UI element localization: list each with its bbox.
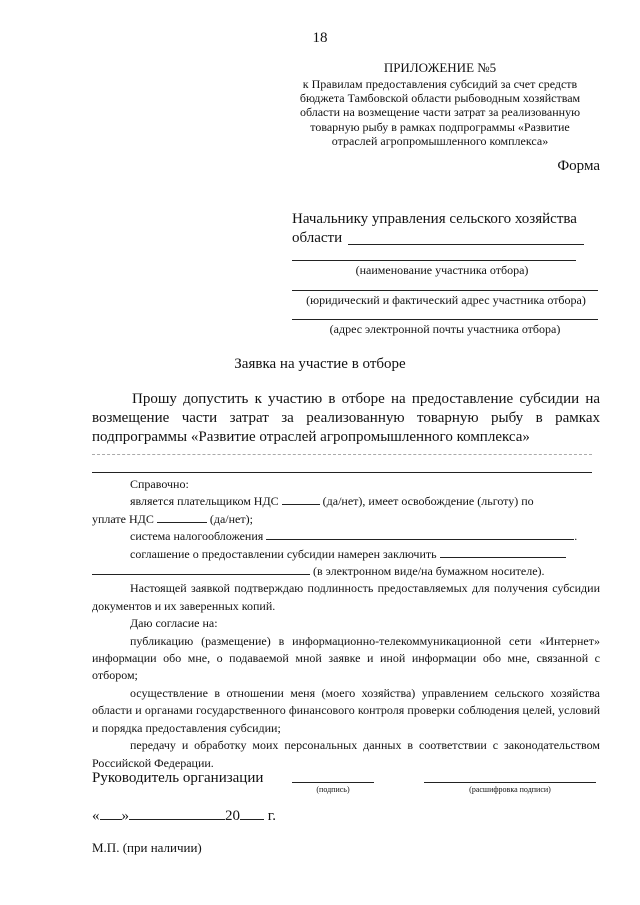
appendix-line: отраслей агропромышленного комплекса» (331, 133, 549, 148)
scan-artifact-line (92, 454, 592, 455)
appendix-line: товарную рыбу в рамках подпрограммы «Развитие (310, 119, 570, 134)
tax-system-field[interactable] (266, 528, 574, 540)
date-year-field[interactable] (240, 806, 264, 820)
reference-consent-2: осуществление в отношении меня (моего хозяйства) управлением сельского хозяйства области и органами государственного финансового контроля проверки соблюдения целей, условий и порядка предоставления субсидии; (92, 685, 600, 735)
agreement-tail: (в электронном виде/на бумажном носителе). (313, 564, 545, 579)
vat-text-a: является плательщиком НДС (130, 494, 279, 509)
reference-agreement (92, 546, 600, 563)
reference-vat (92, 493, 600, 510)
reference-consent-1: публикацию (размещение) в информационно-телекоммуникационной сети «Интернет» информации обо мне, о подаваемой мной заявке и иной информации обо мне, связанной с отбором; (92, 633, 600, 683)
date-year-suffix: г. (267, 808, 276, 824)
request-paragraph: Прошу допустить к участию в отборе на предоставление субсидии на возмещение части затрат за реализованную товарную рыбу в рамках подпрограммы «Развитие отраслей агропромышленного комплекса» (92, 391, 600, 445)
participant-address-field[interactable] (292, 290, 598, 291)
vat-text-d: (да/нет); (209, 511, 253, 526)
date-close-quote: » (121, 808, 129, 824)
signature-decode-field[interactable] (424, 782, 596, 783)
signature-caption: (подпись) (316, 785, 350, 794)
document-title: Заявка на участие в отборе (234, 356, 406, 372)
agreement-form-field[interactable] (440, 546, 566, 558)
vat-exemption-field[interactable] (157, 511, 207, 523)
reference-vat-cont (92, 511, 600, 528)
reference-tax: система налогообложения . (130, 529, 578, 544)
vat-text-b: (да/нет), имеет освобождение (льготу) по (322, 494, 534, 509)
caption-participant-name: (наименование участника отбора) (355, 263, 529, 277)
addressee-line1: Начальнику управления сельского хозяйства (292, 211, 577, 227)
appendix-text (280, 77, 600, 148)
appendix-line: бюджета Тамбовской области рыбоводным хозяйствам (299, 91, 581, 106)
reference-intro: Справочно: (130, 477, 189, 491)
agreement-form-field-cont[interactable] (92, 563, 310, 575)
reference-consent-intro: Даю согласие на: (130, 616, 218, 631)
date-day-field[interactable] (100, 806, 122, 820)
page-number: 18 (312, 30, 328, 46)
signature-decode-caption: (расшифровка подписи) (469, 785, 551, 794)
date-open-quote: « (92, 808, 100, 824)
stamp-label: М.П. (при наличии) (92, 840, 202, 855)
appendix-line: области на возмещение части затрат за реализованную (299, 105, 581, 120)
appendix-title: ПРИЛОЖЕНИЕ №5 (383, 60, 497, 75)
agreement-text: соглашение о предоставлении субсидии намерен заключить (130, 546, 437, 561)
vat-payer-field[interactable] (282, 493, 320, 505)
participant-name-field[interactable] (292, 260, 576, 261)
addressee-line2: области (292, 230, 343, 246)
addressee-region-field[interactable] (348, 244, 584, 245)
head-label: Руководитель организации (92, 770, 264, 786)
date-line (92, 806, 276, 825)
reference-confirm: Настоящей заявкой подтверждаю подлинность предоставляемых для получения субсидии документов и их заверенных копий. (92, 581, 600, 613)
reference-agreement-cont (92, 563, 600, 580)
form-label: Форма (557, 158, 600, 174)
date-year-prefix: 20 (225, 808, 240, 824)
caption-participant-email: (адрес электронной почты участника отбора) (329, 322, 561, 336)
reference-block (92, 472, 600, 772)
appendix-line: к Правилам предоставления субсидий за счет средств (302, 77, 578, 91)
date-month-field[interactable] (129, 806, 225, 820)
vat-text-c: уплате НДС (92, 511, 154, 526)
participant-email-field[interactable] (292, 319, 598, 320)
signature-field[interactable] (292, 782, 374, 783)
reference-consent-3: передачу и обработку моих персональных данных в соответствии с законодательством Российской Федерации. (92, 738, 600, 770)
addressee (292, 210, 600, 248)
caption-participant-address: (юридический и фактический адрес участника отбора) (306, 293, 586, 307)
tax-text: система налогообложения (130, 529, 264, 544)
